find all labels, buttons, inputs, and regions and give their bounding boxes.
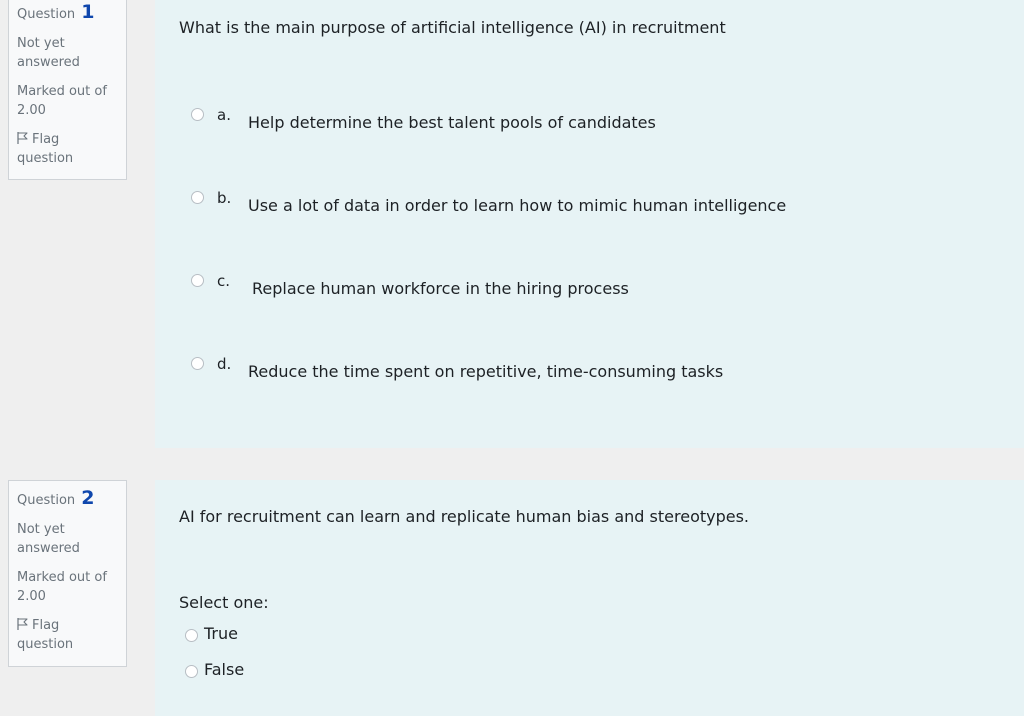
answer-text[interactable]: Use a lot of data in order to learn how to mimic human intelligence: [248, 196, 787, 215]
radio-button[interactable]: [185, 629, 198, 642]
question-text: What is the main purpose of artificial intelligence (AI) in recruitment: [179, 18, 726, 37]
flag-icon: [17, 132, 28, 144]
flag-question-link[interactable]: Flag question: [17, 132, 74, 166]
question-state: Not yet answered: [17, 522, 80, 556]
question-number: 2: [81, 487, 95, 509]
question-content-2: [155, 480, 1024, 716]
radio-button[interactable]: [191, 274, 204, 287]
question-label: Question: [17, 7, 76, 22]
question-number-line: [17, 3, 118, 24]
question-info-1: [8, 0, 127, 180]
select-one-prompt: Select one:: [179, 593, 269, 612]
radio-button[interactable]: [191, 357, 204, 370]
answer-letter: b.: [217, 189, 232, 207]
answer-letter: a.: [217, 106, 231, 124]
answer-text[interactable]: Replace human workforce in the hiring process: [252, 279, 629, 298]
question-info-2: [8, 480, 127, 667]
radio-button[interactable]: [185, 665, 198, 678]
question-content-1: [155, 0, 1024, 448]
answer-text[interactable]: True: [204, 624, 238, 643]
answer-text[interactable]: Reduce the time spent on repetitive, time-consuming tasks: [248, 362, 724, 381]
question-number: 1: [81, 1, 95, 23]
answer-text[interactable]: Help determine the best talent pools of candidates: [248, 113, 656, 132]
flag-icon: [17, 618, 28, 630]
answer-letter: c.: [217, 272, 231, 290]
answer-letter: d.: [217, 355, 232, 373]
radio-button[interactable]: [191, 108, 204, 121]
question-number-line: [17, 489, 118, 510]
question-text: AI for recruitment can learn and replicate human bias and stereotypes.: [179, 507, 750, 526]
flag-question-link[interactable]: Flag question: [17, 618, 74, 652]
question-label: Question: [17, 493, 76, 508]
question-grade: Marked out of 2.00: [17, 570, 107, 604]
question-grade: Marked out of 2.00: [17, 84, 107, 118]
answer-text[interactable]: False: [204, 660, 245, 679]
radio-button[interactable]: [191, 191, 204, 204]
question-state: Not yet answered: [17, 36, 80, 70]
